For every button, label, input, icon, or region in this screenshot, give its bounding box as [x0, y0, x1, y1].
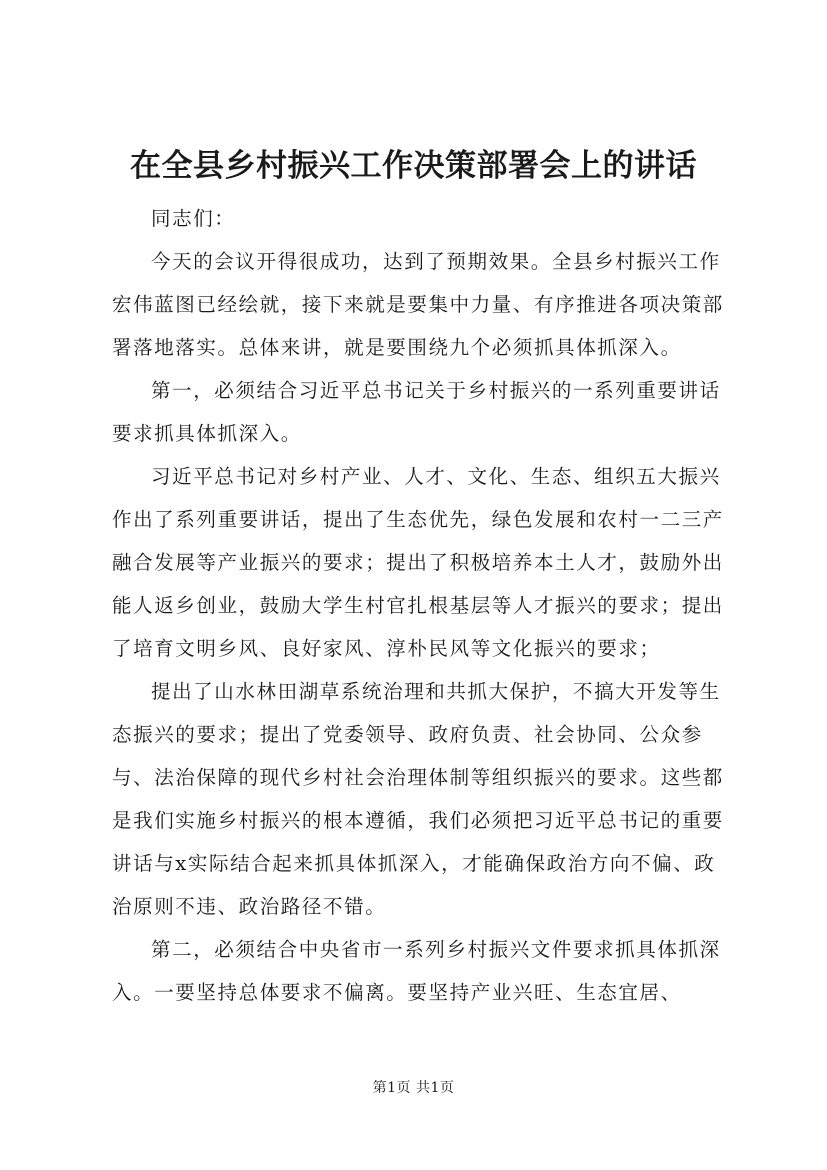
- body-paragraph-3: 习近平总书记对乡村产业、人才、文化、生态、组织五大振兴作出了系列重要讲话，提出了生态优先，绿色发展和农村一二三产融合发展等产业振兴的要求；提出了积极培养本土人才，鼓励外出能人返乡创业，鼓励大学生村官扎根基层等人才振兴的要求；提出了培育文明乡风、良好家风、淳朴民风等文化振兴的要求；: [112, 465, 724, 660]
- document-title: 在全县乡村振兴工作决策部署会上的讲话: [130, 148, 697, 184]
- greeting-paragraph: 同志们：: [151, 207, 236, 230]
- body-paragraph-4: 提出了山水林田湖草系统治理和共抓大保护，不搞大开发等生态振兴的要求；提出了党委领导、政府负责、社会协同、公众参与、法治保障的现代乡村社会治理体制等组织振兴的要求。这些都是我们实施乡村振兴的根本遵循，我们必须把习近平总书记的重要讲话与x实际结合起来抓具体抓深入，才能确保政治方向不偏、政治原则不违、政治路径不错。: [112, 680, 724, 918]
- page-footer: 第1页 共1页: [372, 1080, 455, 1096]
- body-paragraph-2: 第一，必须结合习近平总书记关于乡村振兴的一系列重要讲话要求抓具体抓深入。: [112, 379, 721, 445]
- document-body: [112, 197, 724, 1014]
- body-paragraph-5: 第二，必须结合中央省市一系列乡村振兴文件要求抓具体抓深入。一要坚持总体要求不偏离。要坚持产业兴旺、生态宜居、: [112, 938, 721, 1004]
- body-paragraph-1: 今天的会议开得很成功，达到了预期效果。全县乡村振兴工作宏伟蓝图已经绘就，接下来就是要集中力量、有序推进各项决策部署落地落实。总体来讲，就是要围绕九个必须抓具体抓深入。: [112, 250, 724, 359]
